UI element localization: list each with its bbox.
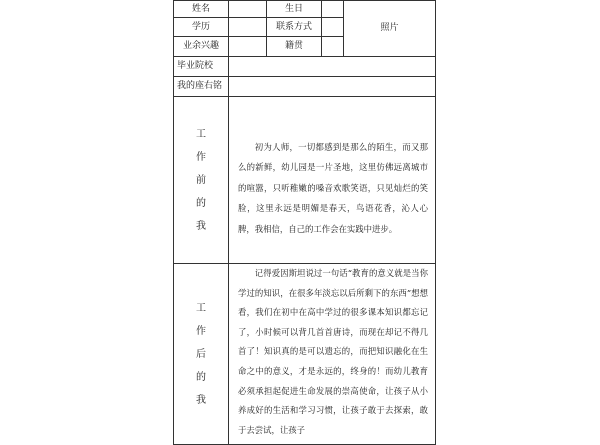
hobby-label: 业余兴趣 bbox=[174, 37, 229, 57]
motto-value[interactable] bbox=[229, 77, 436, 97]
photo-box[interactable] bbox=[344, 1, 436, 57]
education-value[interactable] bbox=[229, 18, 267, 37]
name-value[interactable] bbox=[229, 1, 267, 18]
hometown-label: 籍贯 bbox=[267, 37, 322, 57]
contact-value[interactable] bbox=[322, 18, 344, 37]
birthday-label: 生日 bbox=[267, 1, 322, 18]
birthday-value[interactable] bbox=[322, 1, 344, 18]
after-text: 记得爱因斯坦说过一句话“教育的意义就是当你学过的知识，在很多年淡忘以后所剩下的东西”想想看，我们在初中在高中学过的很多课本知识都忘记了，小时候可以背几首首唐诗，而现在却记不得几首了！知识真的是可以遗忘的，而把知识融化在生命之中的意义，才是永远的，终身的！而幼儿教育必须承担起促进生命发展的崇高使命，让孩子从小养成好的生活和学习习惯，让孩子敢于去探索，敢于去尝试，让孩子 bbox=[238, 268, 428, 435]
after-text-cell[interactable] bbox=[229, 264, 436, 445]
before-label: 工作前的我 bbox=[196, 128, 206, 232]
contact-label: 联系方式 bbox=[267, 18, 322, 37]
school-label: 毕业院校 bbox=[174, 57, 229, 77]
after-label-cell bbox=[174, 264, 229, 445]
row-before bbox=[174, 97, 436, 264]
profile-table bbox=[173, 0, 436, 445]
photo-label: 照片 bbox=[380, 23, 399, 33]
before-label-cell bbox=[174, 97, 229, 264]
row-name bbox=[174, 1, 436, 18]
education-label: 学历 bbox=[174, 18, 229, 37]
row-after bbox=[174, 264, 436, 445]
row-school bbox=[174, 57, 436, 77]
motto-label: 我的座右铭 bbox=[174, 77, 229, 97]
profile-form bbox=[173, 0, 435, 435]
name-label: 姓名 bbox=[174, 1, 229, 18]
after-label: 工作后的我 bbox=[196, 302, 206, 406]
hometown-value[interactable] bbox=[322, 37, 344, 57]
before-text-cell[interactable] bbox=[229, 97, 436, 264]
hobby-value[interactable] bbox=[229, 37, 267, 57]
row-motto bbox=[174, 77, 436, 97]
school-value[interactable] bbox=[229, 57, 436, 77]
before-text: 初为人师，一切都感到是那么的陌生，而又那么的新鲜，幼儿园是一片圣地，这里仿佛远离城市的喧嚣，只听稚嫩的嗓音欢歌笑语，只见灿烂的笑脸，这里永远是明媚是春天，鸟语花香，沁人心脾，我相信，自己的工作会在实践中进步。 bbox=[238, 141, 428, 234]
